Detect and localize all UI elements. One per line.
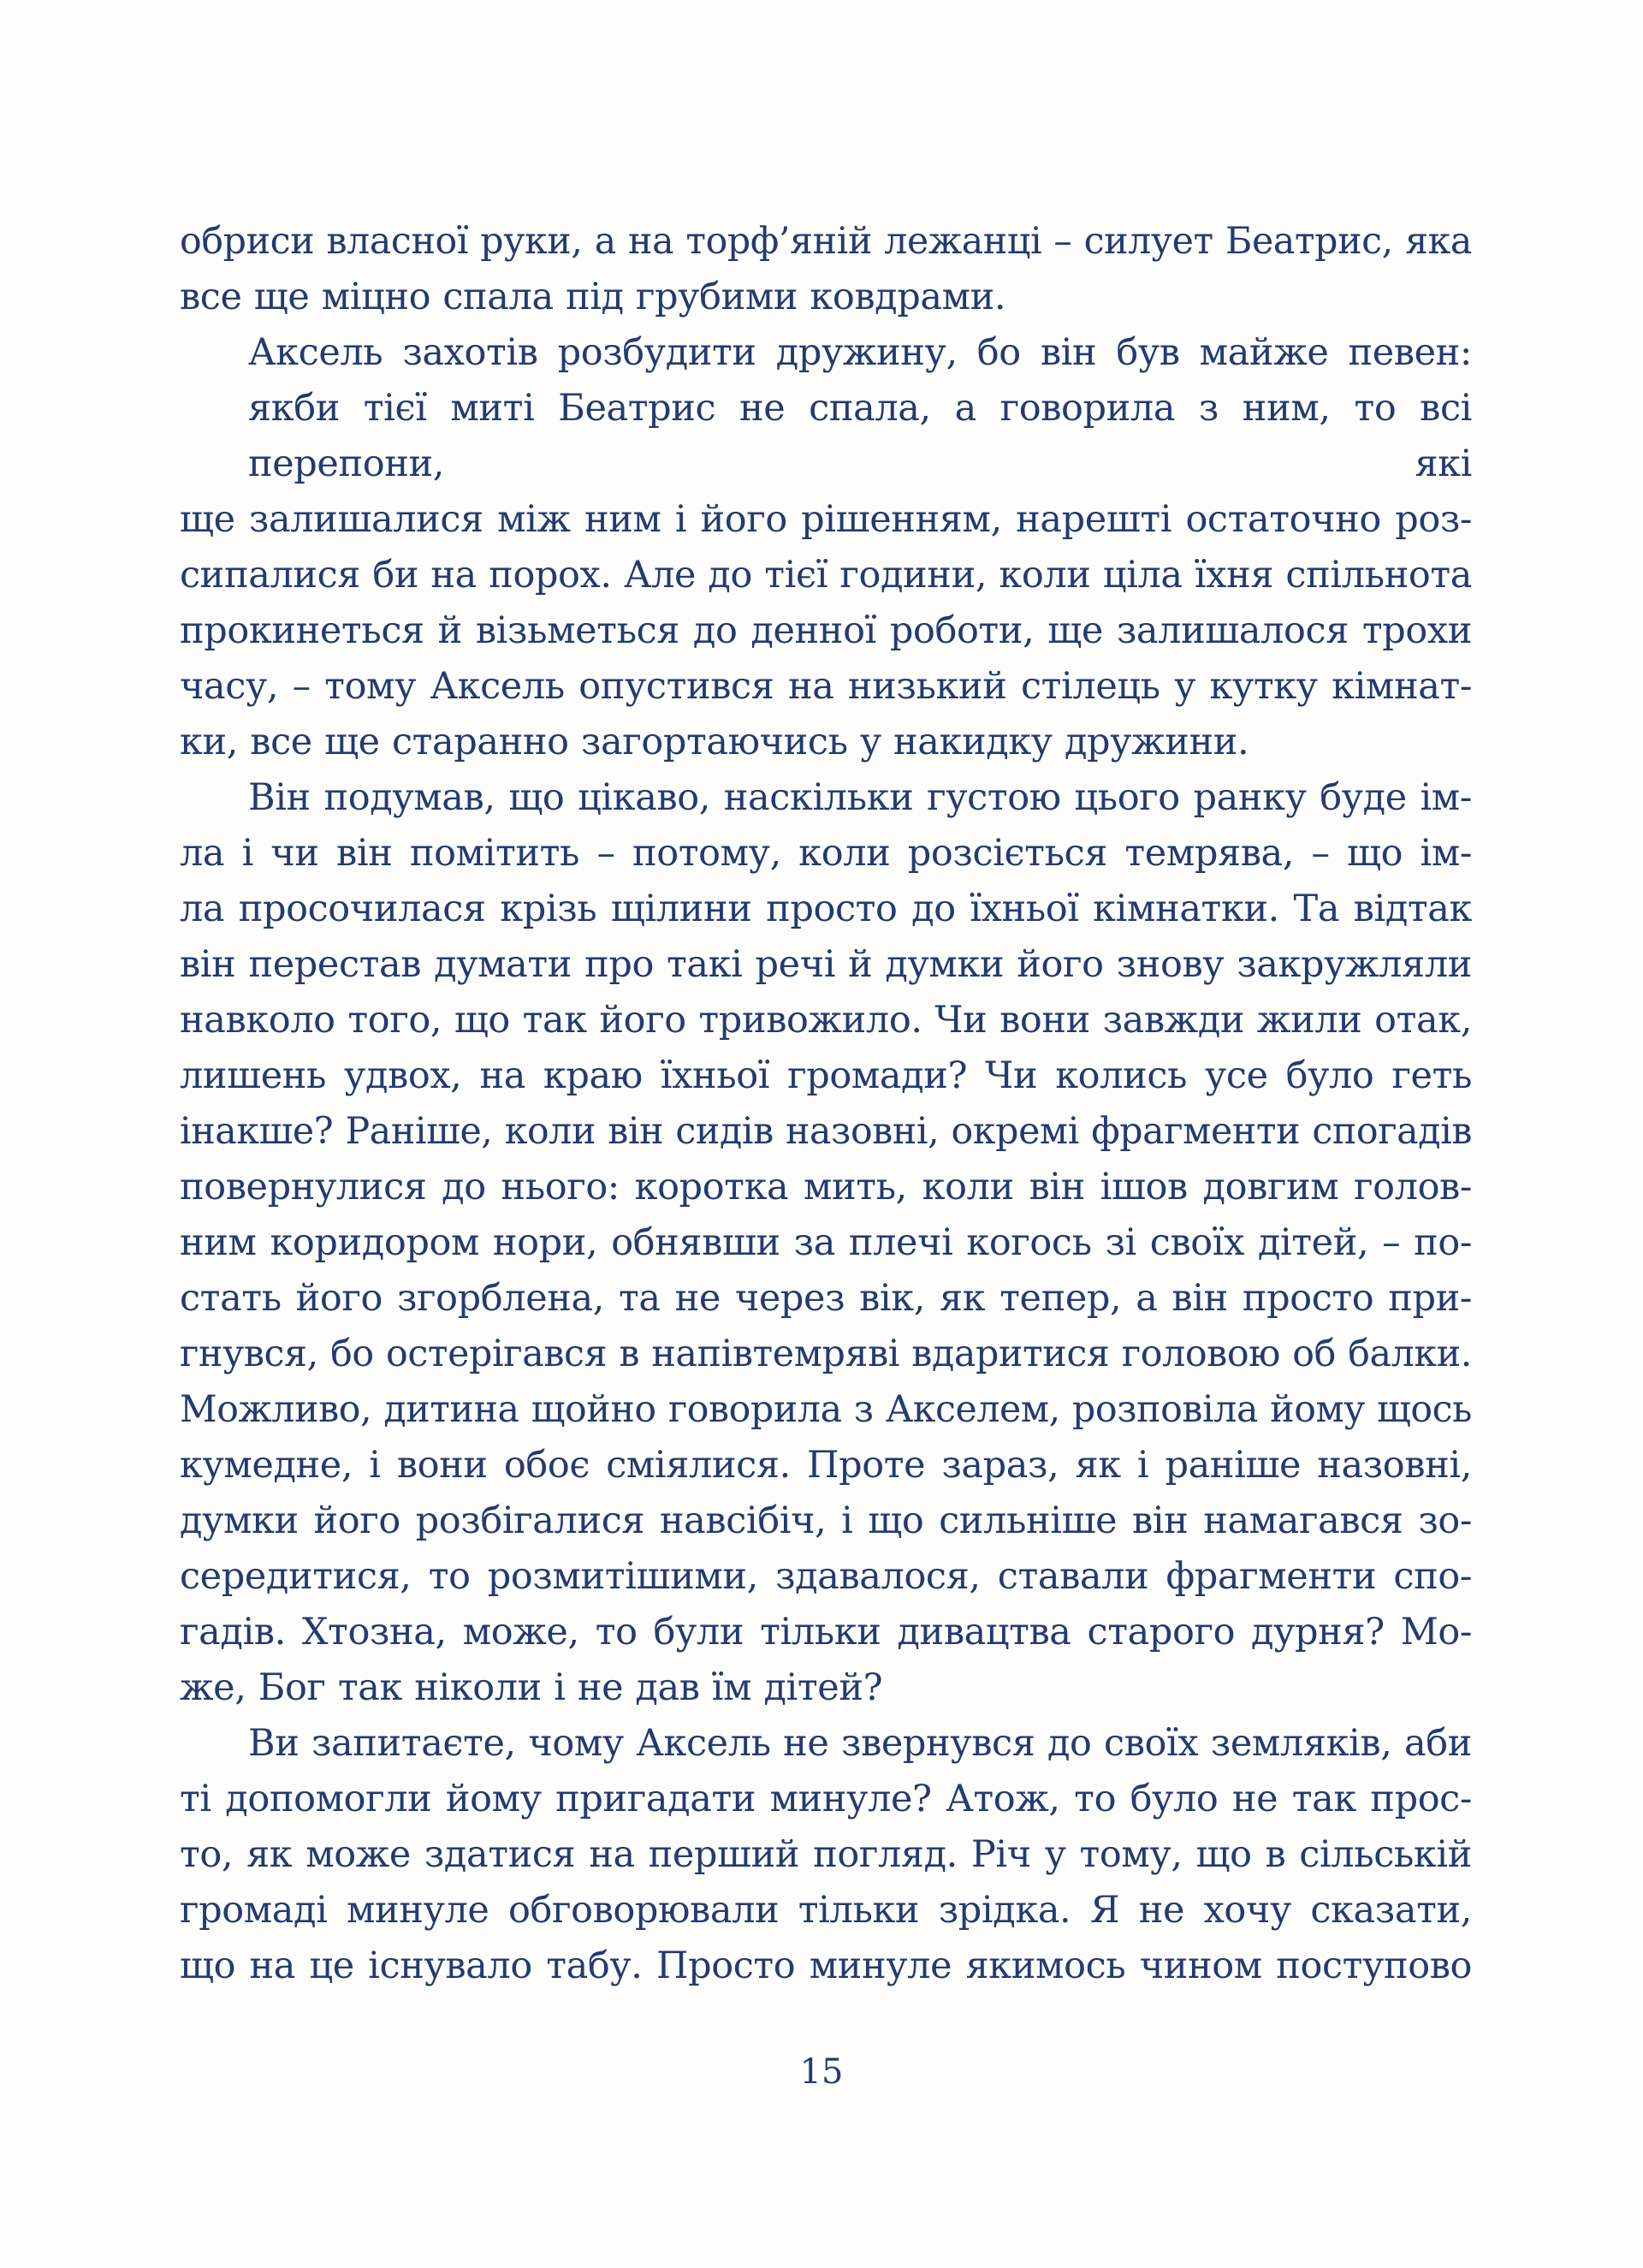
text-line: лишень удвох, на краю їхньої громади? Чи колись усе було геть (180, 1054, 1472, 1097)
text-line: стать його згорблена, та не через вік, як тепер, а він просто при- (180, 1277, 1472, 1320)
text-line: все ще міцно спала під грубими ковдрами. (180, 276, 1006, 318)
text-line: то, як може здатися на перший погляд. Річ у тому, що в сільській (180, 1833, 1472, 1876)
text-line: гадів. Хтозна, може, то були тільки дивацтва старого дурня? Мо- (180, 1611, 1472, 1654)
text-line: сипалися би на порох. Але до тієї години, коли ціла їхня спільнота (180, 554, 1472, 597)
text-line: прокинеться й візьметься до денної роботи, ще залишалося трохи (180, 609, 1472, 652)
text-line: обриси власної руки, а на торф’яній лежанці – силует Беатрис, яка (180, 220, 1472, 263)
text-line: Можливо, дитина щойно говорила з Акселем, розповіла йому щось (180, 1388, 1472, 1431)
text-line: часу, – тому Аксель опустився на низький стілець у кутку кімнат- (180, 665, 1472, 708)
text-line: же, Бог так ніколи і не дав їм дітей? (180, 1666, 883, 1709)
text-line: що на це існувало табу. Просто минуле якимось чином поступово (180, 1944, 1472, 1987)
text-line: гнувся, бо остерігався в напівтемряві вдаритися головою об балки. (180, 1333, 1472, 1375)
text-line: інакше? Раніше, коли він сидів назовні, окремі фрагменти спогадів (180, 1110, 1472, 1153)
text-line: повернулися до нього: коротка мить, коли він ішов довгим голов- (180, 1166, 1472, 1208)
text-line: ла просочилася крізь щілини просто до їхньої кімнатки. Та відтак (180, 888, 1472, 930)
text-line: Аксель захотів розбудити дружину, бо він був майже певен: якби тієї миті Беатрис не спала, а говорила з ним, то всі перепони, які (248, 331, 1472, 485)
body-text (180, 214, 1472, 1994)
text-line: думки його розбігалися навсібіч, і що сильніше він намагався зо- (180, 1499, 1472, 1542)
text-line: ще залишалися між ним і його рішенням, нарешті остаточно роз- (180, 498, 1472, 541)
text-line: він перестав думати про такі речі й думки його знову закружляли (180, 943, 1472, 986)
text-line: середитися, то розмитішими, здавалося, ставали фрагменти спо- (180, 1555, 1472, 1598)
text-line: Ви запитаєте, чому Аксель не звернувся до своїх земляків, аби (248, 1722, 1472, 1765)
page-number: 15 (799, 2052, 844, 2092)
text-line: ки, все ще старанно загортаючись у накидку дружини. (180, 721, 1249, 763)
text-line: громаді минуле обговорювали тільки зрідка. Я не хочу сказати, (180, 1889, 1472, 1932)
text-line: Він подумав, що цікаво, наскільки густою цього ранку буде ім- (248, 776, 1472, 819)
text-line: навколо того, що так його тривожило. Чи вони завжди жили отак, (180, 999, 1472, 1042)
text-line: ним коридором нори, обнявши за плечі когось зі своїх дітей, – по- (180, 1221, 1472, 1264)
text-line: ла і чи він помітить – потому, коли розсіється темрява, – що ім- (180, 832, 1472, 875)
text-line: ті допомогли йому пригадати минуле? Атож, то було не так прос- (180, 1778, 1472, 1820)
text-line: кумедне, і вони обоє сміялися. Проте зараз, як і раніше назовні, (180, 1444, 1472, 1487)
